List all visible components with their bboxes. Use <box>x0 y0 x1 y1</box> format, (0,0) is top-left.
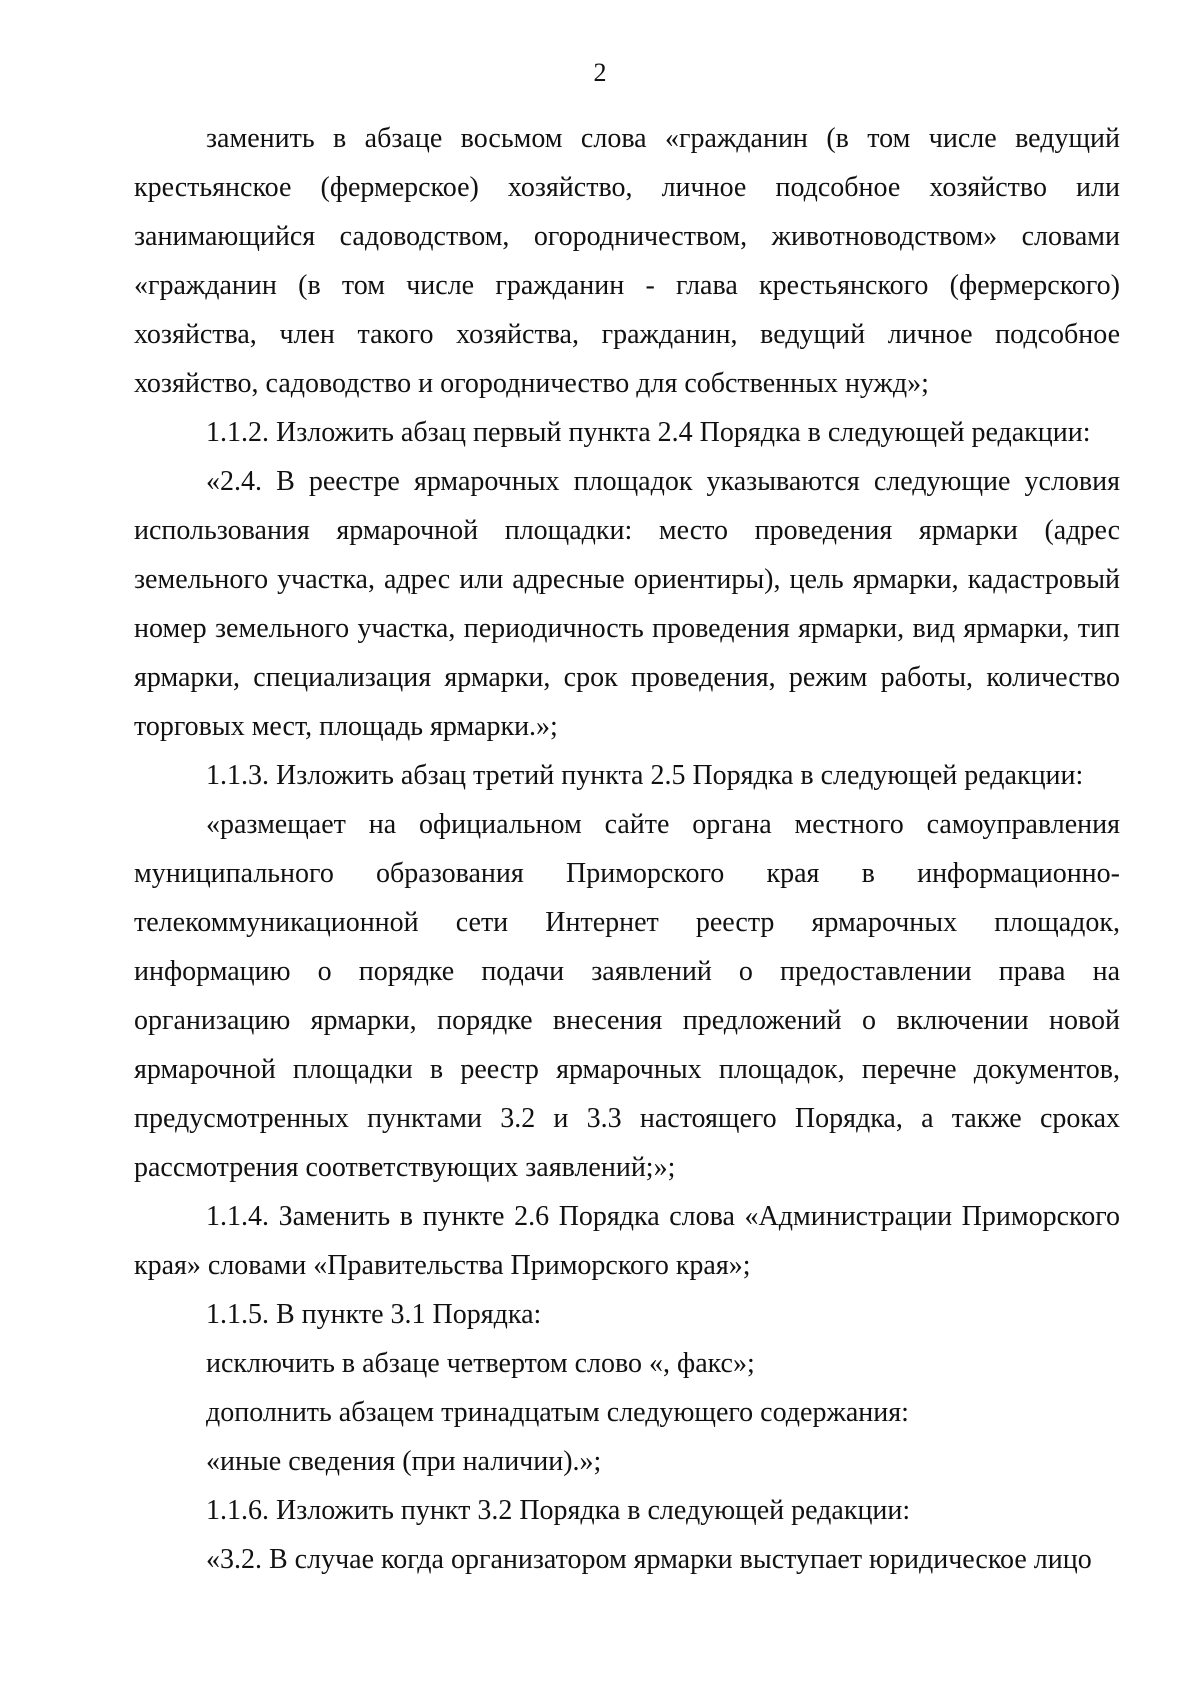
paragraph-item-1-1-2: 1.1.2. Изложить абзац первый пункта 2.4 Порядка в следующей редакции: <box>206 417 1091 448</box>
paragraph-other-info: «иные сведения (при наличии).»; <box>206 1446 602 1477</box>
paragraph-clause-2-4: «2.4. В реестре ярмарочных площадок указываются следующие условия использования ярмарочной площадки: место проведения ярмарки (адрес земельного участка, адрес или адресные ориентиры), цель ярмарки, кадастровый номер земельного участка, периодичность проведения ярмарки, вид ярмарки, тип ярмарки, специализация ярмарки, срок проведения, режим работы, количество торговых мест, площадь ярмарки.»; <box>134 466 1120 742</box>
paragraph-replace-words: заменить в абзаце восьмом слова «гражданин (в том числе ведущий крестьянское (фермерское) хозяйство, личное подсобное хозяйство или занимающийся садоводством, огородничеством, животноводством» словами «гражданин (в том числе гражданин - глава крестьянского (фермерского) хозяйства, член такого хозяйства, гражданин, ведущий личное подсобное хозяйство, садоводство и огородничество для собственных нужд»; <box>134 123 1120 399</box>
paragraph-add-thirteenth: дополнить абзацем тринадцатым следующего содержания: <box>206 1397 909 1428</box>
document-body <box>134 114 1120 1584</box>
paragraph-item-1-1-5: 1.1.5. В пункте 3.1 Порядка: <box>206 1299 542 1330</box>
paragraph-exclude-fax: исключить в абзаце четвертом слово «, факс»; <box>206 1348 755 1379</box>
paragraph-item-1-1-3: 1.1.3. Изложить абзац третий пункта 2.5 Порядка в следующей редакции: <box>206 760 1084 791</box>
paragraph-clause-2-5-text: «размещает на официальном сайте органа местного самоуправления муниципального образования Приморского края в информационно-телекоммуникационной сети Интернет реестр ярмарочных площадок, информацию о порядке подачи заявлений о предоставлении права на организацию ярмарки, порядке внесения предложений о включении новой ярмарочной площадки в реестр ярмарочных площадок, перечне документов, предусмотренных пунктами 3.2 и 3.3 настоящего Порядка, а также сроках рассмотрения соответствующих заявлений;»; <box>134 809 1120 1183</box>
page-number: 2 <box>593 58 607 87</box>
paragraph-item-1-1-6: 1.1.6. Изложить пункт 3.2 Порядка в следующей редакции: <box>206 1495 911 1526</box>
paragraph-clause-3-2: «3.2. В случае когда организатором ярмарки выступает юридическое лицо <box>206 1544 1092 1575</box>
paragraph-item-1-1-4: 1.1.4. Заменить в пункте 2.6 Порядка слова «Администрации Приморского края» словами «Правительства Приморского края»; <box>134 1201 1120 1281</box>
